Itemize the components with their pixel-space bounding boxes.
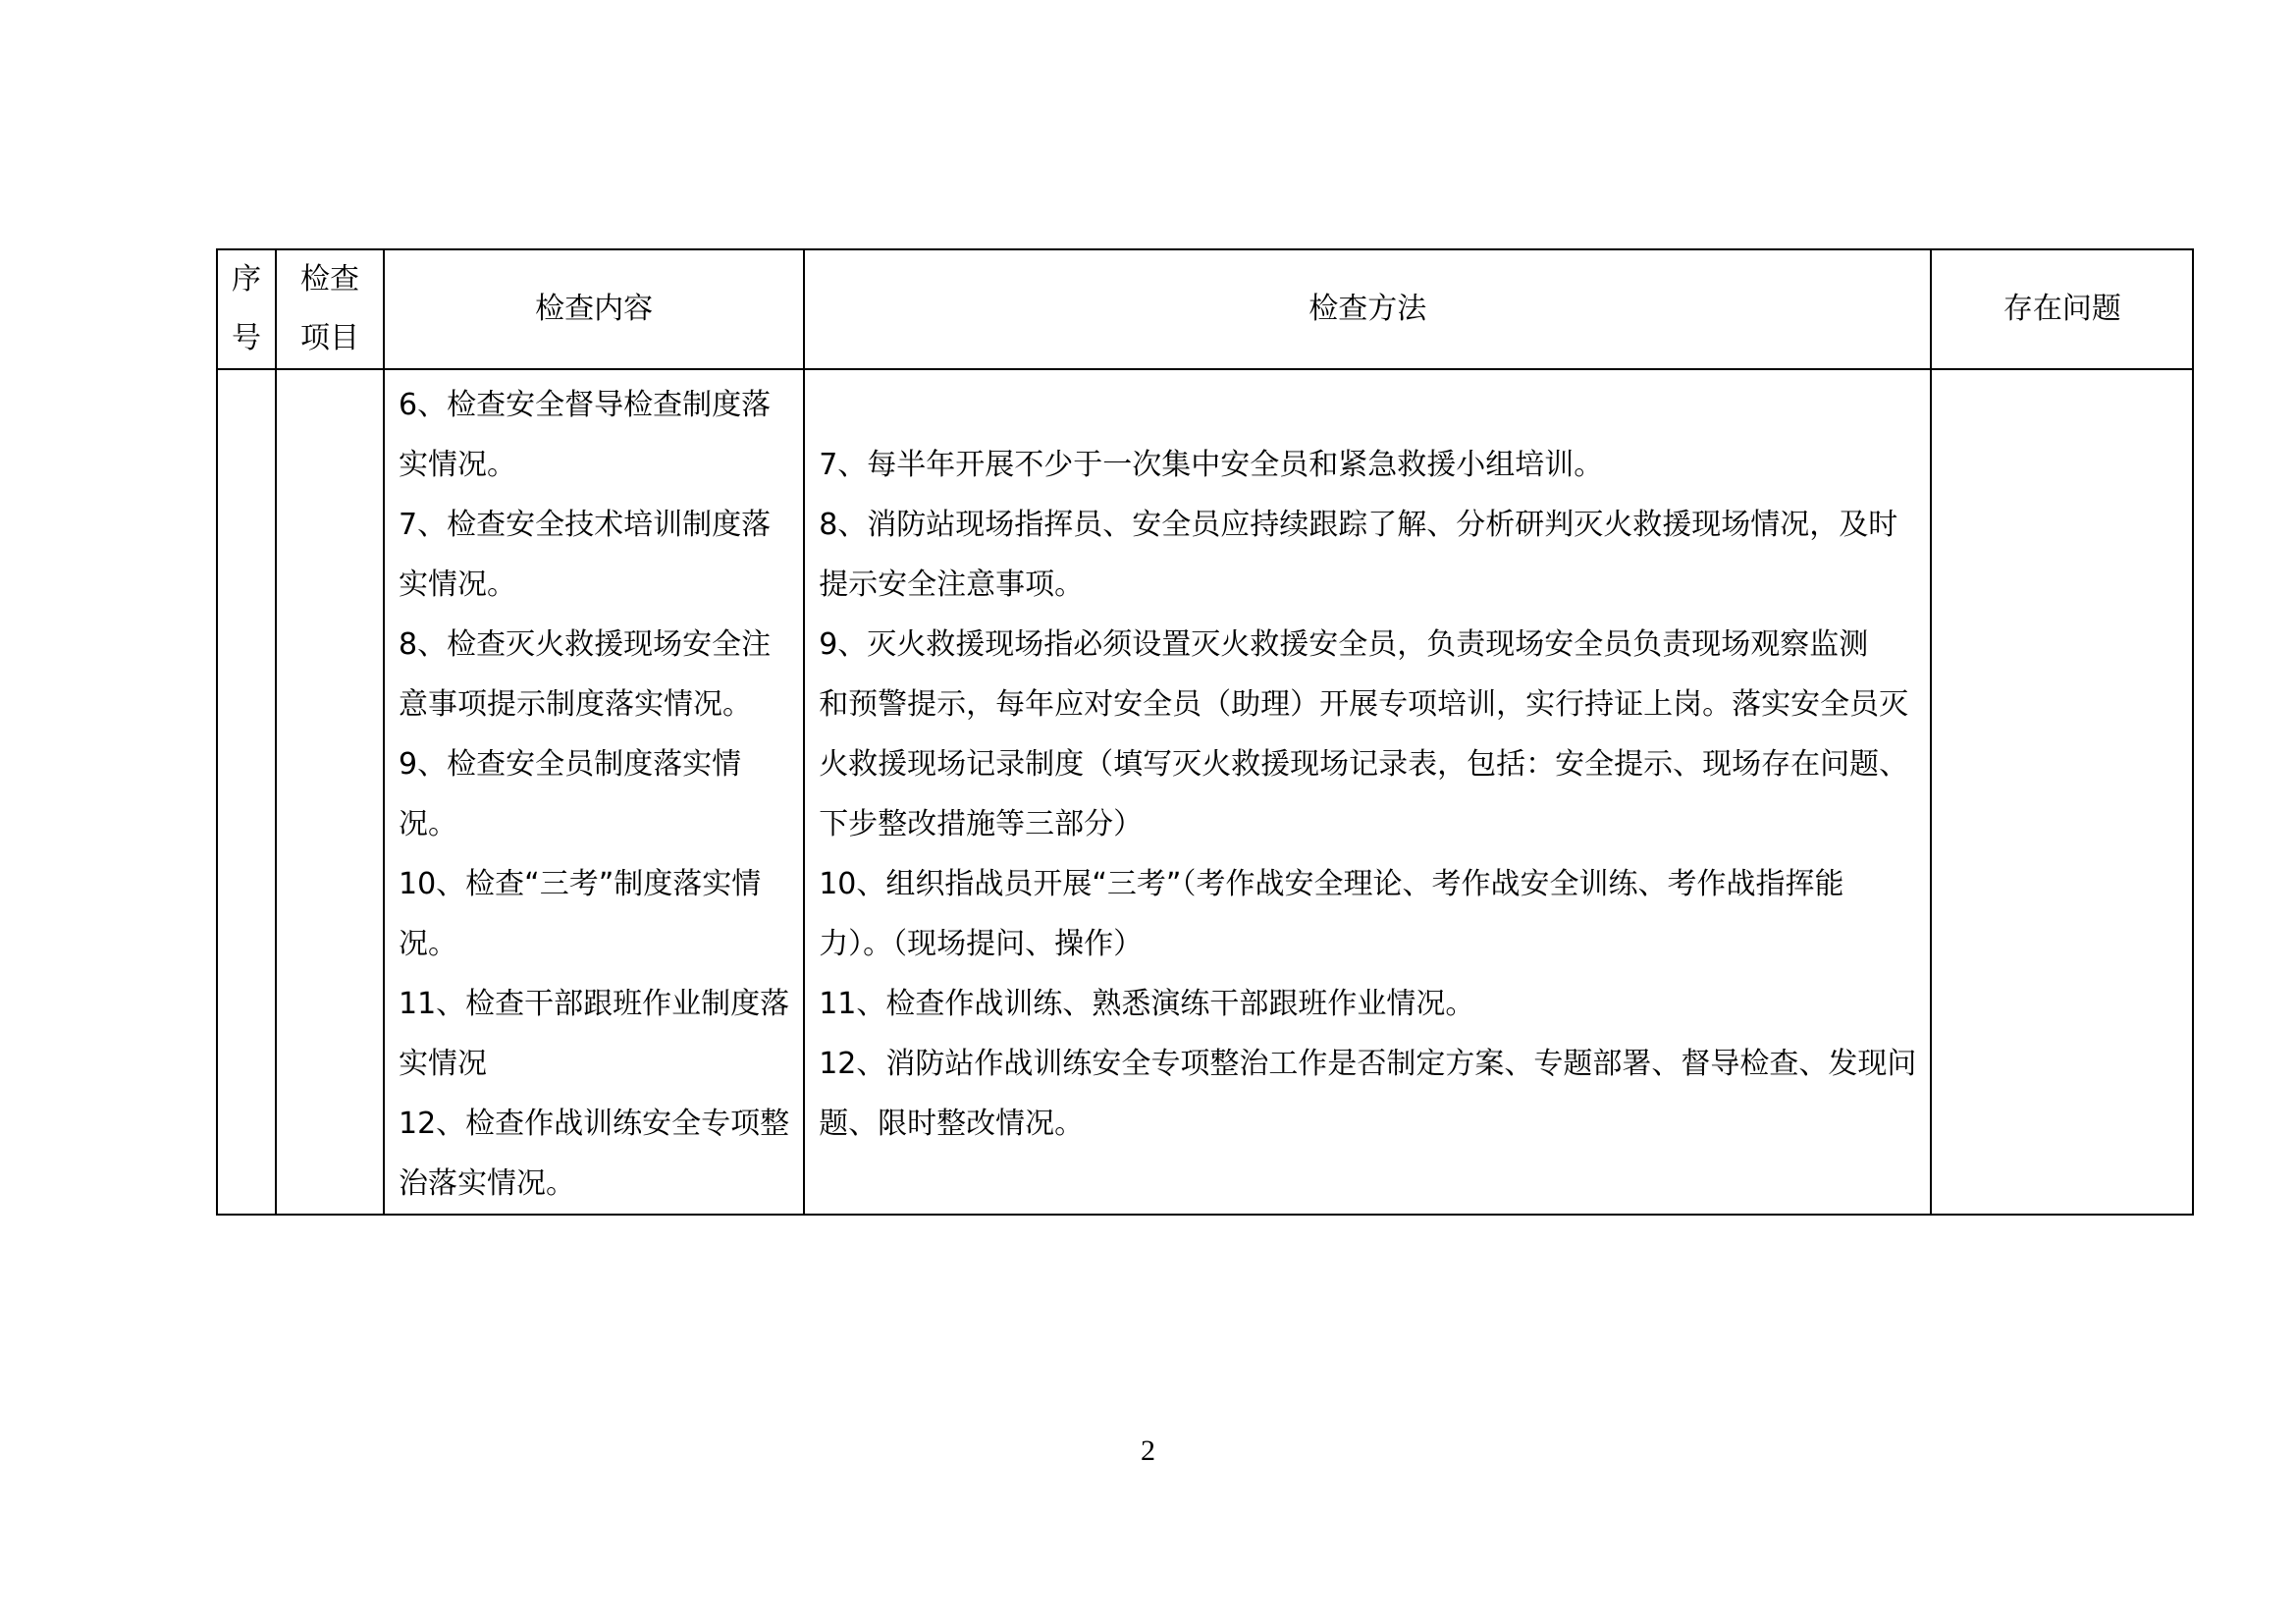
method-line: 和预警提示，每年应对安全员（助理）开展专项培训，实行持证上岗。落实安全员灭 xyxy=(819,687,1909,722)
header-content: 检查内容 xyxy=(384,249,804,369)
header-method: 检查方法 xyxy=(804,249,1931,369)
content-line: 况。 xyxy=(399,807,457,841)
header-issues: 存在问题 xyxy=(1931,249,2193,369)
cell-content xyxy=(384,369,804,1215)
header-seq-line-2: 号 xyxy=(232,321,261,355)
content-line: 7、检查安全技术培训制度落 xyxy=(399,508,772,542)
header-item xyxy=(276,249,384,369)
table-row xyxy=(217,369,2193,1215)
content-line: 9、检查安全员制度落实情 xyxy=(399,747,742,782)
cell-method xyxy=(804,369,1931,1215)
method-line: 11、检查作战训练、熟悉演练干部跟班作业情况。 xyxy=(819,987,1475,1021)
page-number: 2 xyxy=(1141,1435,1155,1467)
content-line: 况。 xyxy=(399,927,457,961)
content-line: 实情况 xyxy=(399,1047,487,1081)
content-line: 意事项提示制度落实情况。 xyxy=(399,687,752,722)
header-item-line-1: 检查 xyxy=(300,262,359,297)
header-seq-line-1: 序 xyxy=(232,262,261,297)
cell-issues xyxy=(1931,369,2193,1215)
method-line: 8、消防站现场指挥员、安全员应持续跟踪了解、分析研判灭火救援现场情况，及时 xyxy=(819,508,1898,542)
method-line: 7、每半年开展不少于一次集中安全员和紧急救援小组培训。 xyxy=(819,448,1604,482)
inspection-table xyxy=(216,248,2194,1216)
method-line: 12、消防站作战训练安全专项整治工作是否制定方案、专题部署、督导检查、发现问 xyxy=(819,1047,1917,1081)
cell-seq xyxy=(217,369,276,1215)
header-seq xyxy=(217,249,276,369)
cell-item xyxy=(276,369,384,1215)
header-item-line-2: 项目 xyxy=(300,321,359,355)
content-line: 6、检查安全督导检查制度落 xyxy=(399,388,772,422)
method-line: 10、组织指战员开展“三考”（考作战安全理论、考作战安全训练、考作战指挥能 xyxy=(819,867,1844,901)
method-line: 题、限时整改情况。 xyxy=(819,1107,1085,1141)
method-line: 力）。（现场提问、操作） xyxy=(819,927,1144,961)
content-line: 实情况。 xyxy=(399,568,516,602)
content-line: 8、检查灭火救援现场安全注 xyxy=(399,627,772,662)
method-line: 下步整改措施等三部分） xyxy=(819,807,1144,841)
content-line: 实情况。 xyxy=(399,448,516,482)
method-line: 9、灭火救援现场指必须设置灭火救援安全员，负责现场安全员负责现场观察监测 xyxy=(819,627,1869,662)
content-line: 12、检查作战训练安全专项整 xyxy=(399,1107,790,1141)
content-line: 治落实情况。 xyxy=(399,1166,575,1201)
content-line: 10、检查“三考”制度落实情 xyxy=(399,867,762,901)
table-header-row xyxy=(217,249,2193,369)
content-line: 11、检查干部跟班作业制度落 xyxy=(399,987,790,1021)
method-line: 火救援现场记录制度（填写灭火救援现场记录表，包括：安全提示、现场存在问题、 xyxy=(819,747,1909,782)
method-line: 提示安全注意事项。 xyxy=(819,568,1085,602)
